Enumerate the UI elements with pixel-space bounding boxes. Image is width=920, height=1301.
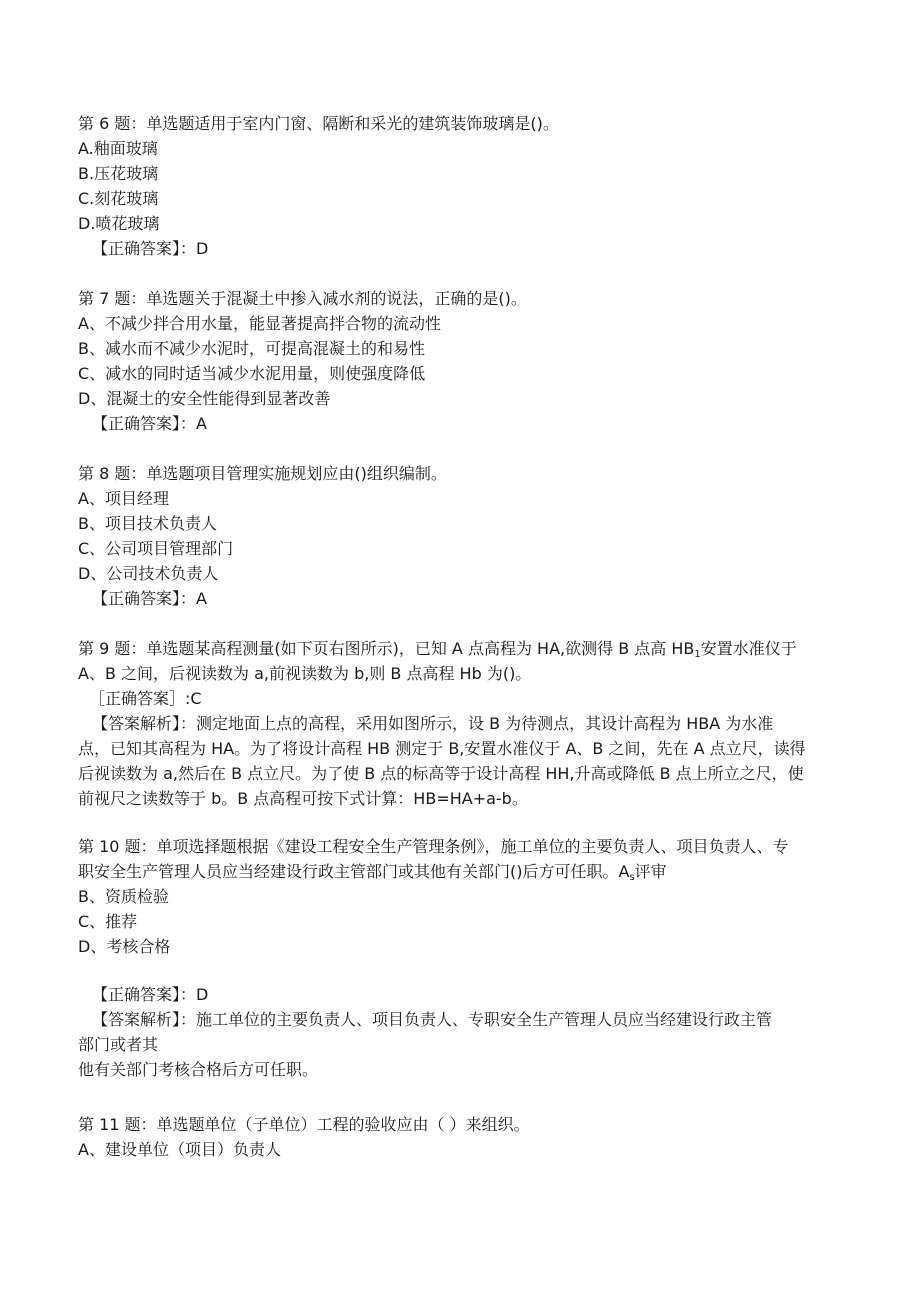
q10-analysis-line3: 他有关部门考核合格后方可任职。 bbox=[78, 1060, 319, 1079]
q9-analysis-line2: 点，已知其高程为 HA。为了将设计高程 HB 测定于 B,安置水准仪于 A、B 之间，先在 A 点立尺，读得 bbox=[78, 739, 806, 758]
q10-analysis-line2: 部门或者其 bbox=[78, 1035, 159, 1054]
q8-option-c: C、公司项目管理部门 bbox=[78, 539, 234, 558]
q10-option-b: B、资质检验 bbox=[78, 887, 169, 906]
q8-option-a: A、项目经理 bbox=[78, 489, 169, 508]
q10-title-part-b: 评审 bbox=[634, 862, 667, 881]
q7-answer: 【正确答案】：A bbox=[92, 414, 207, 433]
q10-answer: 【正确答案】：D bbox=[92, 985, 209, 1004]
q9-title-subscript: 1 bbox=[694, 649, 701, 660]
q9-title-line1 bbox=[78, 639, 797, 659]
q6-option-b: B.压花玻璃 bbox=[78, 164, 159, 183]
q6-option-a: A.釉面玻璃 bbox=[78, 139, 158, 158]
q8-option-b: B、项目技术负责人 bbox=[78, 514, 217, 533]
q9-analysis-line1: 【答案解析】：测定地面上点的高程，采用如图所示，设 B 为待测点，其设计高程为 HBA 为水准 bbox=[92, 714, 774, 733]
q7-option-b: B、减水而不减少水泥时，可提高混凝土的和易性 bbox=[78, 339, 425, 358]
q8-title: 第 8 题：单选题项目管理实施规划应由()组织编制。 bbox=[78, 464, 447, 483]
q10-title-line1: 第 10 题：单项选择题根据《建设工程安全生产管理条例》，施工单位的主要负责人、项目负责人、专 bbox=[78, 837, 789, 856]
q7-title: 第 7 题：单选题关于混凝土中掺入减水剂的说法，正确的是()。 bbox=[78, 289, 527, 308]
q7-option-a: A、不减少拌合用水量，能显著提高拌合物的流动性 bbox=[78, 314, 441, 333]
q9-title-line2: A、B 之间，后视读数为 a,前视读数为 b,则 B 点高程 Hb 为()。 bbox=[78, 664, 532, 683]
q6-option-d: D.喷花玻璃 bbox=[78, 214, 160, 233]
q10-title-part-a: 职安全生产管理人员应当经建设行政主管部门或其他有关部门()后方可任职。A bbox=[78, 862, 630, 881]
q9-analysis-line3: 后视读数为 a,然后在 B 点立尺。为了使 B 点的标高等于设计高程 HH,升高或降低 B 点上所立之尺，使 bbox=[78, 764, 804, 783]
q9-title-part-b: 安置水准仪于 bbox=[700, 639, 797, 658]
q11-title: 第 11 题：单选题单位（子单位）工程的验收应由（ ）来组织。 bbox=[78, 1115, 530, 1134]
q7-option-d: D、混凝土的安全性能得到显著改善 bbox=[78, 389, 331, 408]
q6-answer: 【正确答案】：D bbox=[92, 239, 209, 258]
q8-answer: 【正确答案】：A bbox=[92, 589, 207, 608]
q7-option-c: C、减水的同时适当减少水泥用量，则使强度降低 bbox=[78, 364, 426, 383]
q10-option-d: D、考核合格 bbox=[78, 937, 171, 956]
q9-answer: ［正确答案］:C bbox=[89, 689, 202, 708]
q9-analysis-line4: 前视尺之读数等于 b。B 点高程可按下式计算：HB=HA+a-b。 bbox=[78, 789, 528, 808]
q6-title: 第 6 题：单选题适用于室内门窗、隔断和采光的建筑装饰玻璃是()。 bbox=[78, 114, 559, 133]
q10-title-line2 bbox=[78, 862, 667, 882]
q11-option-a: A、建设单位（项目）负责人 bbox=[78, 1140, 281, 1159]
q6-option-c: C.刻花玻璃 bbox=[78, 189, 159, 208]
q8-option-d: D、公司技术负责人 bbox=[78, 564, 219, 583]
q9-title-part-a: 第 9 题：单选题某高程测量(如下页右图所示)，已知 A 点高程为 HA,欲测得 B 点高 HB bbox=[78, 639, 695, 658]
q10-analysis-line1: 【答案解析】：施工单位的主要负责人、项目负责人、专职安全生产管理人员应当经建设行政主管 bbox=[92, 1010, 773, 1029]
q10-option-c: C、推荐 bbox=[78, 912, 138, 931]
q10-title-subscript: s bbox=[629, 872, 635, 883]
